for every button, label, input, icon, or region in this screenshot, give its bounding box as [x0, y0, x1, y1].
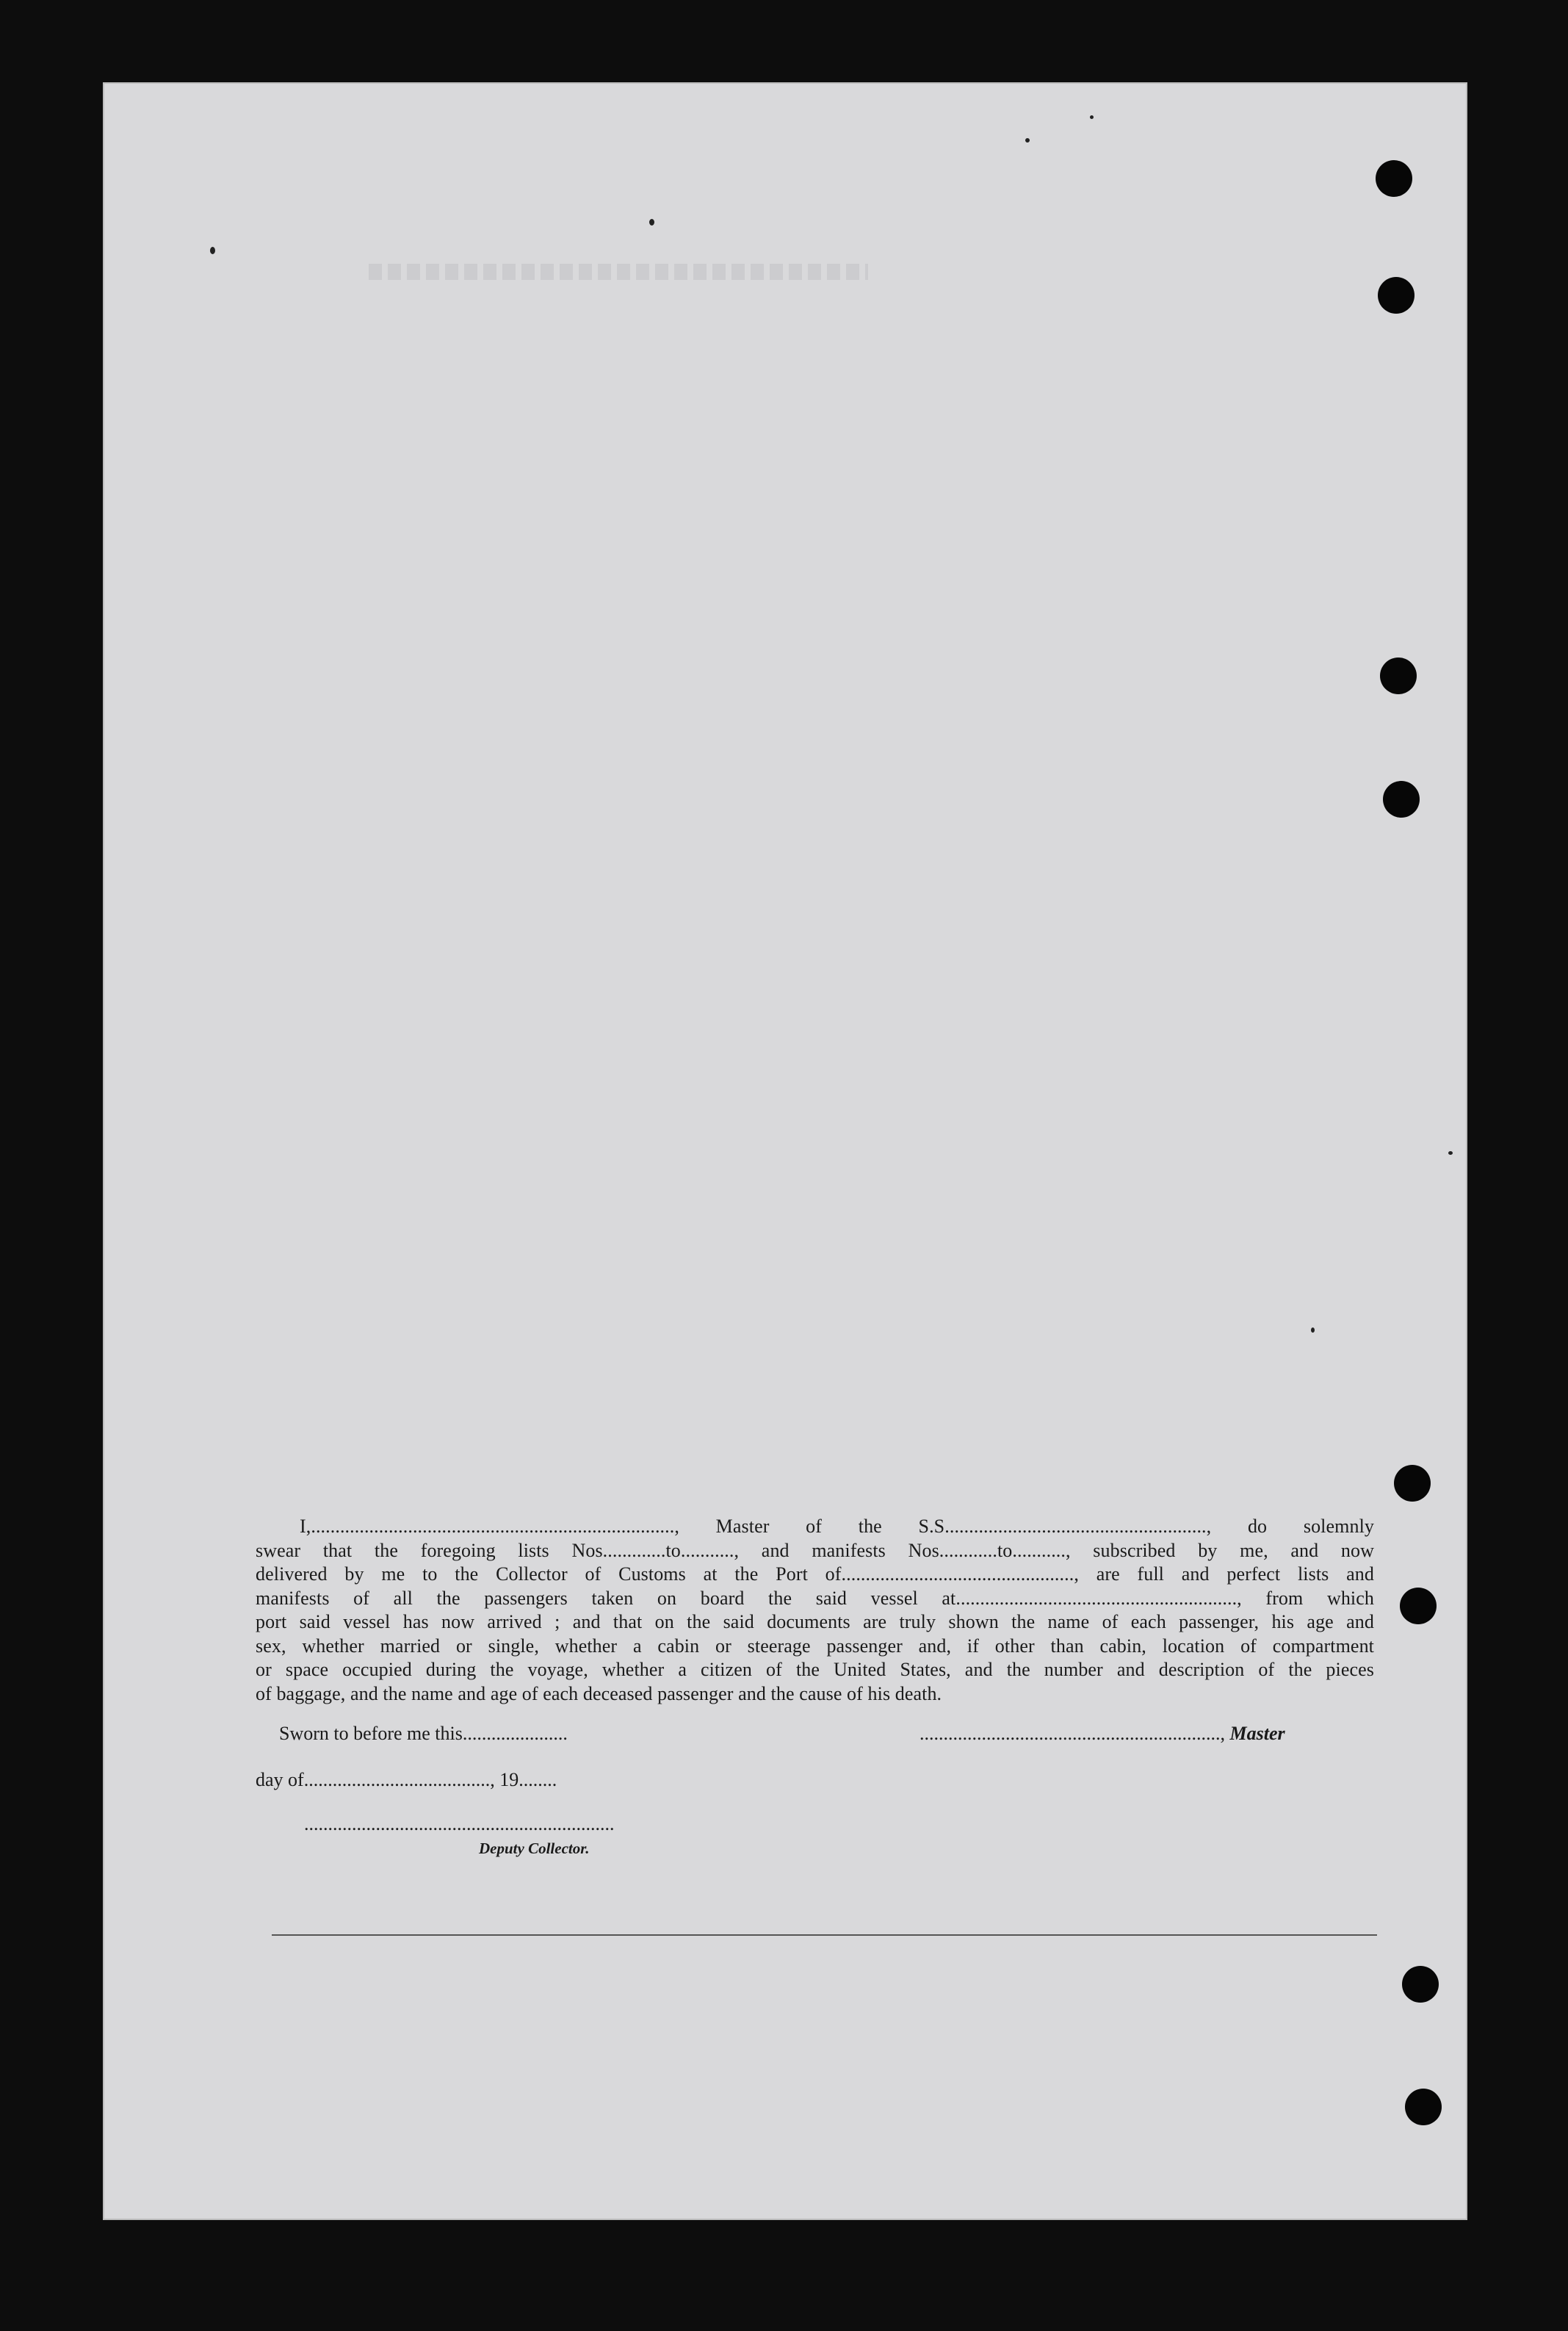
punch-hole [1378, 277, 1415, 314]
scan-speck [1090, 115, 1094, 119]
oath-line: or space occupied during the voyage, whether a citizen of the United States, and the number and description of the pieces [256, 1659, 1374, 1680]
master-signature-dots: ..............................................................., [920, 1723, 1230, 1744]
punch-hole [1405, 2089, 1442, 2125]
oath-line: port said vessel has now arrived ; and that on the said documents are truly shown the name of each passenger, his age and [256, 1611, 1374, 1632]
deputy-collector-label: Deputy Collector. [479, 1840, 590, 1857]
deputy-dots: ................................................................. [304, 1813, 615, 1834]
deputy-signature-dots [304, 1813, 615, 1835]
oath-line: manifests of all the passengers taken on board the said vessel at.........................................................., from which [256, 1587, 1374, 1609]
punch-hole [1380, 657, 1417, 694]
day-text: day of......................................., 19........ [256, 1769, 557, 1790]
scan-speck [1311, 1327, 1315, 1333]
day-line [256, 1769, 557, 1791]
oath-line: of baggage, and the name and age of each deceased passenger and the cause of his death. [256, 1682, 942, 1704]
oath-line: swear that the foregoing lists Nos.............to..........., and manifests Nos............to..........., subscribed by me, and now [256, 1539, 1374, 1561]
sworn-text: Sworn to before me this...................... [279, 1723, 568, 1744]
oath-paragraph [256, 1515, 1374, 1706]
punch-hole [1394, 1465, 1431, 1502]
punch-hole [1376, 160, 1412, 197]
master-label: Master [1229, 1723, 1285, 1744]
scan-speck [649, 219, 654, 226]
sworn-line [279, 1723, 568, 1745]
oath-line: I,..........................................................................., Master of the S.S......................................................, do solemnly [300, 1516, 1374, 1537]
punch-hole [1400, 1588, 1437, 1624]
horizontal-rule [272, 1934, 1377, 1936]
oath-line: sex, whether married or single, whether a cabin or steerage passenger and, if other than cabin, location of compartment [256, 1635, 1374, 1657]
scan-speck [210, 247, 215, 254]
scan-speck [1025, 138, 1030, 143]
scan-speck [1448, 1151, 1453, 1155]
manifest-page [103, 82, 1467, 2220]
master-signature-line [920, 1723, 1285, 1745]
punch-hole [1402, 1966, 1439, 2003]
punch-hole [1383, 781, 1420, 818]
faded-heading-bleedthrough [369, 264, 868, 280]
oath-line: delivered by me to the Collector of Customs at the Port of................................................, are full and perfect lists and [256, 1563, 1374, 1585]
